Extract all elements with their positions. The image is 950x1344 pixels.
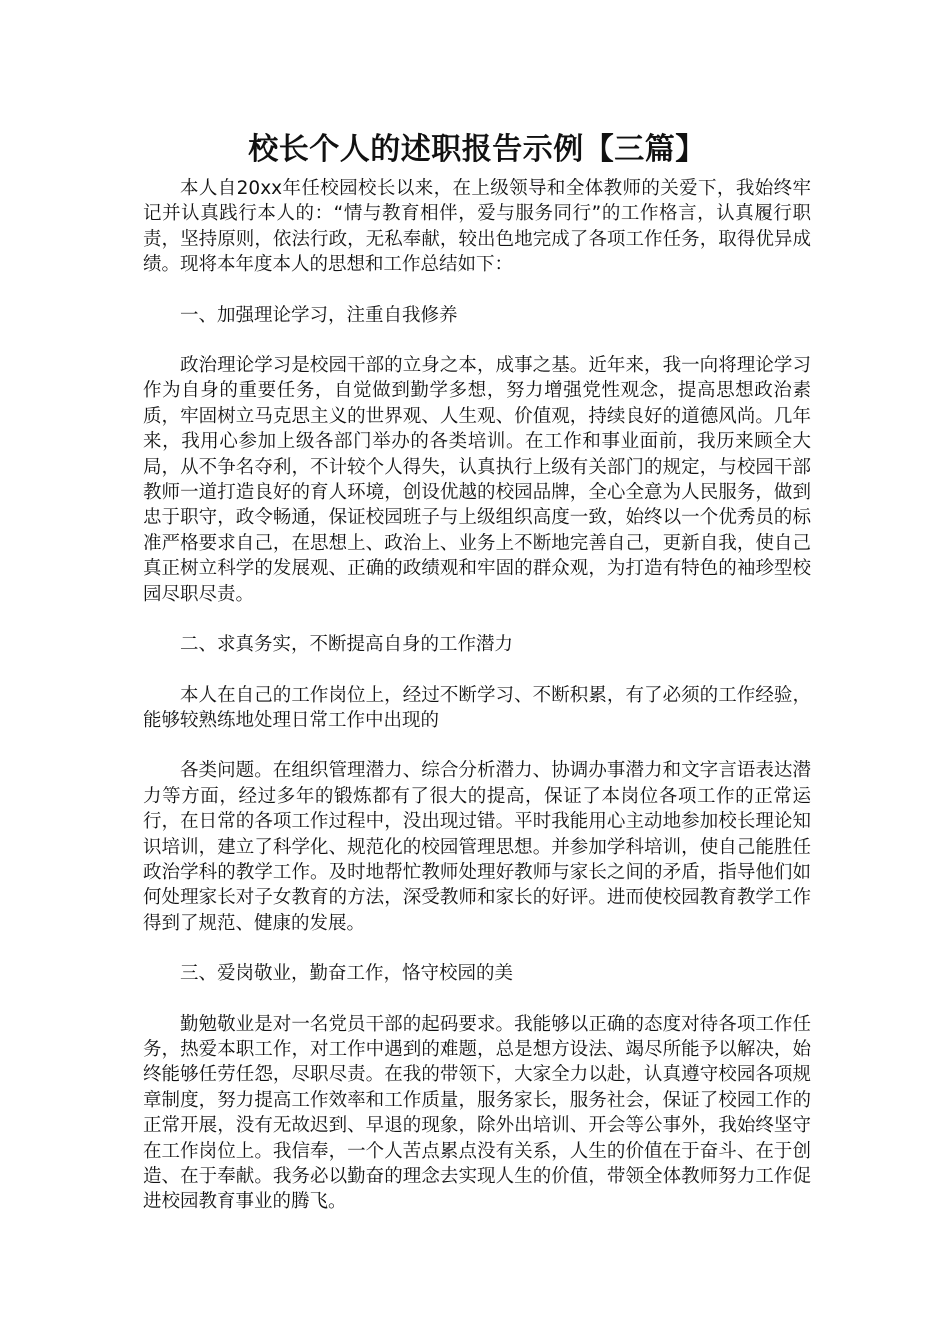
section-3-heading: 三、爱岗敬业，勤奋工作，恪守校园的美 (180, 963, 514, 985)
section-2-heading: 二、求真务实，不断提高自身的工作潜力 (180, 634, 514, 656)
section-2-paragraph-2: 各类问题。在组织管理潜力、综合分析潜力、协调办事潜力和文字言语表达潜力等方面，经过多年的锻炼都有了很大的提高，保证了本岗位各项工作的正常运行，在日常的各项工作过程中，没出现过错。平时我能用心主动地参加校长理论知识培训，建立了科学化、规范化的校园管理思想。并参加学科培训，使自己能胜任政治学科的教学工作。及时地帮忙教师处理好教师与家长之间的矛盾，指导他们如何处理家长对子女教育的方法，深受教师和家长的好评。进而使校园教育教学工作得到了规范、健康的发展。 (143, 760, 811, 934)
section-2-paragraph-1: 本人在自己的工作岗位上，经过不断学习、不断积累，有了必须的工作经验，能够较熟练地处理日常工作中出现的 (143, 684, 811, 731)
spacer (143, 278, 811, 303)
spacer (143, 733, 811, 758)
spacer (143, 936, 811, 961)
section-3-paragraph-1: 勤勉敬业是对一名党员干部的起码要求。我能够以正确的态度对待各项工作任务，热爱本职工作，对工作中遇到的难题，总是想方设法、竭尽所能予以解决，始终能够任劳任怨，尽职尽责。在我的带领下，大家全力以赴，认真遵守校园各项规章制度，努力提高工作效率和工作质量，服务家长，服务社会，保证了校园工作的正常开展，没有无故迟到、早退的现象，除外出培训、开会等公事外，我始终坚守在工作岗位上。我信奉，一个人苦点累点没有关系，人生的价值在于奋斗、在于创造、在于奉献。我务必以勤奋的理念去实现人生的价值，带领全体教师努力工作促进校园教育事业的腾飞。 (143, 1013, 811, 1213)
document-title: 校长个人的述职报告示例【三篇】 (248, 132, 706, 167)
spacer (143, 607, 811, 632)
intro-paragraph: 本人自20xx年任校园校长以来，在上级领导和全体教师的关爱下，我始终牢记并认真践行本人的：“情与教育相伴，爱与服务同行”的工作格言，认真履行职责，坚持原则，依法行政，无私奉献，较出色地完成了各项工作任务，取得优异成绩。现将本年度本人的思想和工作总结如下： (143, 178, 811, 276)
section-1-paragraph-1: 政治理论学习是校园干部的立身之本，成事之基。近年来，我一向将理论学习作为自身的重要任务，自觉做到勤学多想，努力增强党性观念，提高思想政治素质，牢固树立马克思主义的世界观、人生观、价值观，持续良好的道德风尚。几年来，我用心参加上级各部门举办的各类培训。在工作和事业面前，我历来顾全大局，从不争名夺利，不计较个人得失，认真执行上级有关部门的规定，与校园干部教师一道打造良好的育人环境，创设优越的校园品牌，全心全意为人民服务，做到忠于职守，政令畅通，保证校园班子与上级组织高度一致，始终以一个优秀员的标准严格要求自己，在思想上、政治上、业务上不断地完善自己，更新自我，使自己真正树立科学的发展观、正确的政绩观和牢固的群众观，为打造有特色的袖珍型校园尽职尽责。 (143, 355, 811, 605)
spacer (143, 658, 811, 683)
document-page (143, 128, 811, 1215)
spacer (143, 987, 811, 1012)
section-1-heading: 一、加强理论学习，注重自我修养 (180, 304, 458, 326)
spacer (143, 328, 811, 353)
